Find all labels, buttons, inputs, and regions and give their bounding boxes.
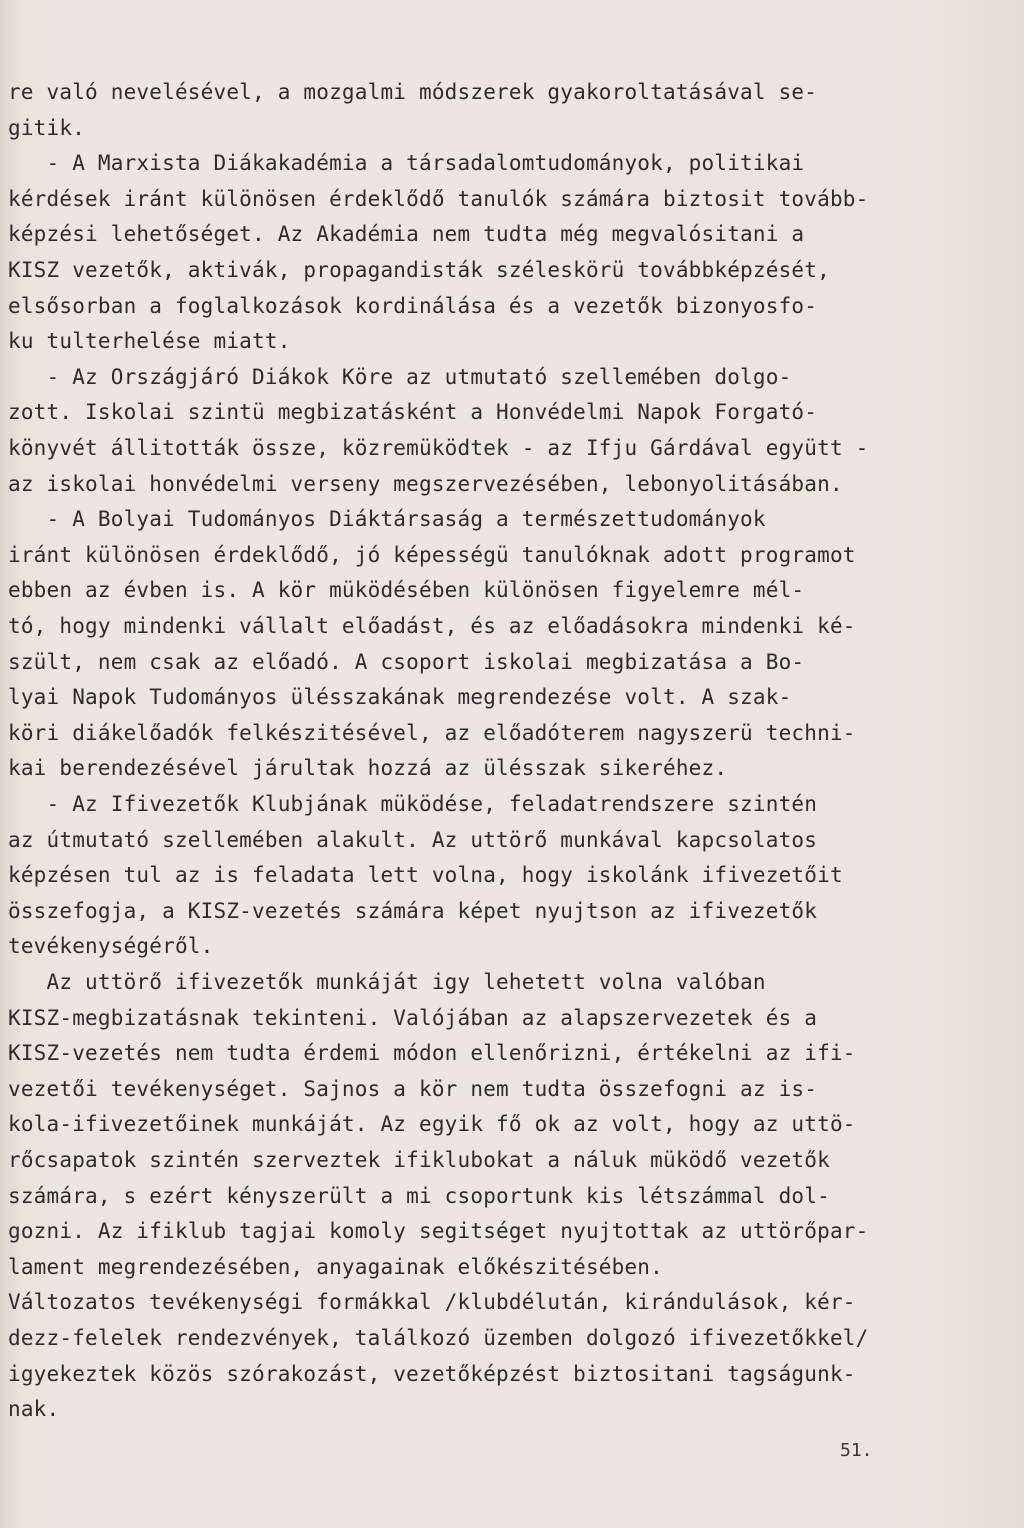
text-line: ku tulterhelése miatt. [8,329,291,354]
text-line: rőcsapatok szintén szerveztek ifiklubokat a náluk müködő vezetők [8,1148,830,1172]
text-line: kola-ifivezetőinek munkáját. Az egyik fő ok az volt, hogy az uttö- [8,1112,856,1137]
text-line: szült, nem csak az előadó. A csoport iskolai megbizatása a Bo- [8,649,805,674]
text-line: KISZ-vezetés nem tudta érdemi módon ellenőrizni, értékelni az ifi- [8,1041,856,1066]
text-line: összefogja, a KISZ-vezetés számára képet nyujtson az ifivezetők [8,898,818,923]
page-number: 51. [840,1440,873,1461]
text-line: Az uttörő ifivezetők munkáját igy lehetett volna valóban [8,970,766,994]
text-line: köri diákelőadók felkészitésével, az előadóterem nagyszerü techni- [8,720,856,745]
text-line: - Az Országjáró Diákok Köre az utmutató szellemében dolgo- [8,364,792,389]
text-line: kérdések iránt különösen érdeklődő tanulók számára biztosit tovább- [8,186,869,211]
text-line: az iskolai honvédelmi verseny megszervezésében, lebonyolitásában. [8,471,843,496]
text-line: iránt különösen érdeklődő, jó képességü tanulóknak adott programot [8,542,856,567]
text-line: nak. [8,1397,60,1422]
text-line: zott. Iskolai szintü megbizatásként a Honvédelmi Napok Forgató- [8,400,818,425]
text-line: KISZ vezetők, aktivák, propagandisták széleskörü továbbképzését, [8,258,830,282]
text-line: KISZ-megbizatásnak tekinteni. Valójában az alapszervezetek és a [8,1005,818,1030]
text-line: számára, s ezért kényszerült a mi csoportunk kis létszámmal dol- [8,1183,830,1208]
text-line: igyekeztek közös szórakozást, vezetőképzést biztositani tagságunk- [8,1361,856,1386]
text-line: lyai Napok Tudományos ülésszakának megrendezése volt. A szak- [8,685,792,710]
text-line: lament megrendezésében, anyagainak előkészitésében. [8,1254,663,1279]
text-line: vezetői tevékenységet. Sajnos a kör nem tudta összefogni az is- [8,1076,818,1101]
text-line: tevékenységéről. [8,934,214,959]
text-line: az útmutató szellemében alakult. Az uttörő munkával kapcsolatos [8,827,818,852]
text-line: könyvét állitották össze, közremüködtek - az Ifju Gárdával együtt - [8,436,869,460]
text-line: - A Bolyai Tudományos Diáktársaság a természettudományok [8,507,766,532]
text-line: ebben az évben is. A kör müködésében különösen figyelemre mél- [8,578,805,603]
text-line: képzési lehetőséget. Az Akadémia nem tudta még megvalósitani a [8,222,805,247]
text-line: dezz-felelek rendezvények, találkozó üzemben dolgozó ifivezetőkkel/ [8,1326,869,1350]
text-line: - A Marxista Diákakadémia a társadalomtudományok, politikai [8,151,805,176]
text-line: re való nevelésével, a mozgalmi módszerek gyakoroltatásával se- [8,80,818,104]
text-line: elsősorban a foglalkozások kordinálása és a vezetők bizonyosfo- [8,293,818,318]
text-line: gozni. Az ifiklub tagjai komoly segitséget nyujtottak az uttörőpar- [8,1219,869,1244]
text-line: kai berendezésével járultak hozzá az ülésszak sikeréhez. [8,756,728,781]
text-line: képzésen tul az is feladata lett volna, hogy iskolánk ifivezetőit [8,863,843,888]
text-line: Változatos tevékenységi formákkal /klubdélután, kirándulások, kér- [8,1290,856,1315]
text-line: tó, hogy mindenki vállalt előadást, és az előadásokra mindenki ké- [8,614,856,638]
text-line: - Az Ifivezetők Klubjának müködése, feladatrendszere szintén [8,792,818,816]
text-line: gitik. [8,115,86,140]
